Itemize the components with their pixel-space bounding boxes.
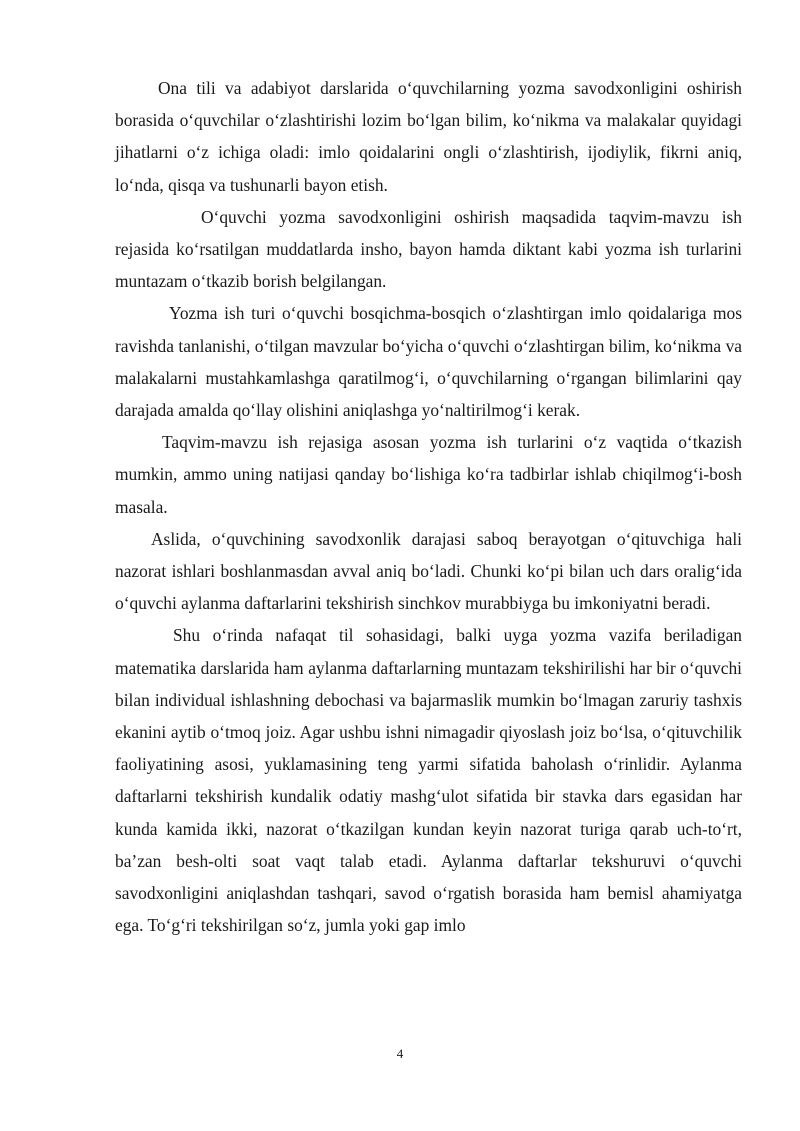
paragraph: Shu o‘rinda nafaqat til sohasidagi, balki uyga yozma vazifa beriladigan matematika darslarida ham aylanma daftarlarning muntazam tekshirilishi har bir o‘quvchi bilan individual ishlashning debochasi va bajarmaslik mumkin bo‘lmagan zaruriy tashxis ekanini aytib o‘tmoq joiz. Agar ushbu ishni nimagadir qiyoslash joiz bo‘lsa, o‘qituvchilik faoliyatining asosi, yuklamasining teng yarmi sifatida baholash o‘rinlidir. Aylanma daftarlarni tekshirish kundalik odatiy mashg‘ulot sifatida bir stavka dars egasidan har kunda kamida ikki, nazorat o‘tkazilgan kundan keyin nazorat turiga qarab uch-to‘rt, ba’zan besh-olti soat vaqt talab etadi. Aylanma daftarlar tekshuruvi o‘quvchi savodxonligini aniqlashdan tashqari, savod o‘rgatish borasida ham bemisl ahamiyatga ega. To‘g‘ri tekshirilgan so‘z, jumla yoki gap imlo	[115, 625, 742, 936]
page-number: 4	[396, 1046, 404, 1061]
paragraph: O‘quvchi yozma savodxonligini oshirish maqsadida taqvim-mavzu ish rejasida ko‘rsatilgan muddatlarda insho, bayon hamda diktant kabi yozma ish turlarini muntazam o‘tkazib borish belgilangan.	[115, 206, 742, 292]
paragraph: Taqvim-mavzu ish rejasiga asosan yozma ish turlarini o‘z vaqtida o‘tkazish mumkin, ammo uning natijasi qanday bo‘lishiga ko‘ra tadbirlar ishlab chiqilmog‘i-bosh masala.	[115, 432, 742, 517]
paragraph: Aslida, o‘quvchining savodxonlik darajasi saboq berayotgan o‘qituvchiga hali nazorat ishlari boshlanmasdan avval aniq bo‘ladi. Chunki ko‘pi bilan uch dars oralig‘ida o‘quvchi aylanma daftarlarini tekshirish sinchkov murabbiyga bu imkoniyatni beradi.	[115, 528, 742, 614]
paragraph: Ona tili va adabiyot darslarida o‘quvchilarning yozma savodxonligini oshirish borasida o‘quvchilar o‘zlashtirishi lozim bo‘lgan bilim, ko‘nikma va malakalar quyidagi jihatlarni o‘z ichiga oladi: imlo qoidalarini ongli o‘zlashtirish, ijodiylik, fikrni aniq, lo‘nda, qisqa va tushunarli bayon etish.	[115, 78, 742, 195]
paragraph: Yozma ish turi o‘quvchi bosqichma-bosqich o‘zlashtirgan imlo qoidalariga mos ravishda tanlanishi, o‘tilgan mavzular bo‘yicha o‘quvchi o‘zlashtirgan bilim, ko‘nikma va malakalarni mustahkamlashga qaratilmog‘i, o‘quvchilarning o‘rgangan bilimlarini qay darajada amalda qo‘llay olishini aniqlashga yo‘naltirilmog‘i kerak.	[115, 303, 742, 421]
document-page	[115, 72, 742, 941]
